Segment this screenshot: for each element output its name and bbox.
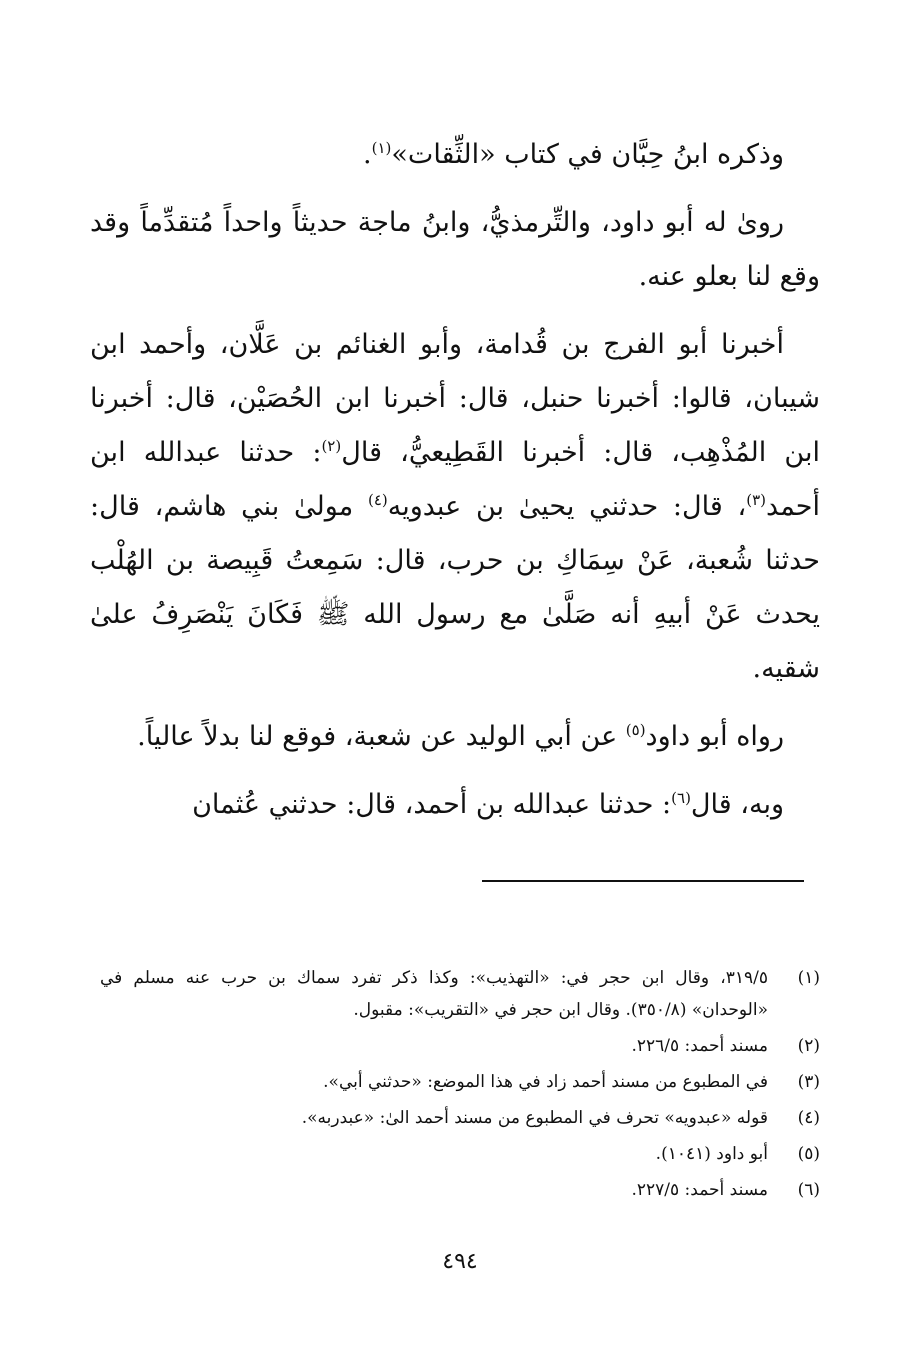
paragraph-text: مولىٰ بني هاشم، قال: حدثنا شُعبة، عَنْ سِمَاكِ بن حرب، قال: سَمِعتُ قَبِيصة بن الهُلْب يحدث عَنْ أبيهِ أنه صَلَّىٰ مع رسول الله ﷺ فَكَانَ يَنْصَرِفُ علىٰ شقيه.	[90, 491, 820, 684]
paragraph-text: عن أبي الوليد عن شعبة، فوقع لنا بدلاً عالياً.	[137, 721, 626, 752]
footnote-ref: (٢)	[321, 437, 342, 455]
footnote-text: مسند أحمد: ٢٢٦/٥.	[631, 1036, 768, 1056]
paragraph-text: .	[363, 139, 372, 170]
footnote-ref: (٥)	[625, 721, 646, 739]
paragraph-text: ، قال: حدثني يحيىٰ بن عبدويه	[387, 491, 747, 522]
paragraph-1	[90, 128, 820, 182]
paragraph-4	[90, 710, 820, 764]
footnote-number: (٣)	[797, 1072, 820, 1092]
footnote-number: (٦)	[797, 1180, 820, 1200]
footnote-text: أبو داود (١٠٤١).	[655, 1144, 768, 1164]
footnote-number: (٤)	[797, 1108, 820, 1128]
footnote-1	[100, 962, 820, 1026]
footnote-5	[100, 1138, 820, 1170]
footnote-3	[100, 1066, 820, 1098]
footnote-text: ٣١٩/٥، وقال ابن حجر في: «التهذيب»: وكذا ذكر تفرد سماك بن حرب عنه مسلم في «الوحدان» (٣٥٠/٨). وقال ابن حجر في «التقريب»: مقبول.	[100, 968, 768, 1020]
footnote-text: في المطبوع من مسند أحمد زاد في هذا الموضع: «حدثني أبي».	[323, 1072, 768, 1092]
footnote-ref: (٣)	[746, 491, 767, 509]
footnote-text: قوله «عبدويه» تحرف في المطبوع من مسند أحمد الىٰ: «عبدربه».	[301, 1108, 768, 1128]
main-text	[90, 128, 820, 846]
paragraph-3	[90, 318, 820, 696]
paragraph-text: : حدثنا عبدالله بن أحمد، قال: حدثني عُثمان	[192, 789, 672, 820]
footnote-ref: (١)	[371, 139, 392, 157]
footnotes	[100, 962, 820, 1210]
footnote-divider	[482, 880, 804, 882]
footnote-4	[100, 1102, 820, 1134]
footnote-number: (٥)	[797, 1144, 820, 1164]
paragraph-2	[90, 196, 820, 304]
footnote-2	[100, 1030, 820, 1062]
footnote-text: مسند أحمد: ٢٢٧/٥.	[631, 1180, 768, 1200]
paragraph-text: روىٰ له أبو داود، والتِّرمذيُّ، وابنُ ماجة حديثاً واحداً مُتقدِّماً وقد وقع لنا بعلو عنه.	[90, 207, 820, 292]
footnote-ref: (٤)	[367, 491, 388, 509]
paragraph-text: وذكره ابنُ حِبَّان في كتاب «الثِّقات»	[391, 139, 784, 170]
paragraph-text: رواه أبو داود	[645, 721, 784, 752]
footnote-number: (٢)	[797, 1036, 820, 1056]
paragraph-5	[90, 778, 820, 832]
paragraph-text: وبه، قال	[690, 789, 784, 820]
footnote-6	[100, 1174, 820, 1206]
paragraph-text: أخبرنا أبو الفرج بن قُدامة، وأبو الغنائم بن عَلَّان، وأحمد ابن شيبان، قالوا: أخبرنا حنبل، قال: أخبرنا ابن الحُصَيْن، قال: أخبرنا ابن المُذْهِب، قال: أخبرنا القَطِيعيُّ، قال	[90, 329, 820, 468]
footnote-ref: (٦)	[671, 789, 691, 807]
page-number: ٤٩٤	[442, 1249, 478, 1274]
footnote-number: (١)	[797, 968, 820, 988]
paragraph-text: : حدثنا عبدالله ابن أحمد	[90, 437, 820, 522]
